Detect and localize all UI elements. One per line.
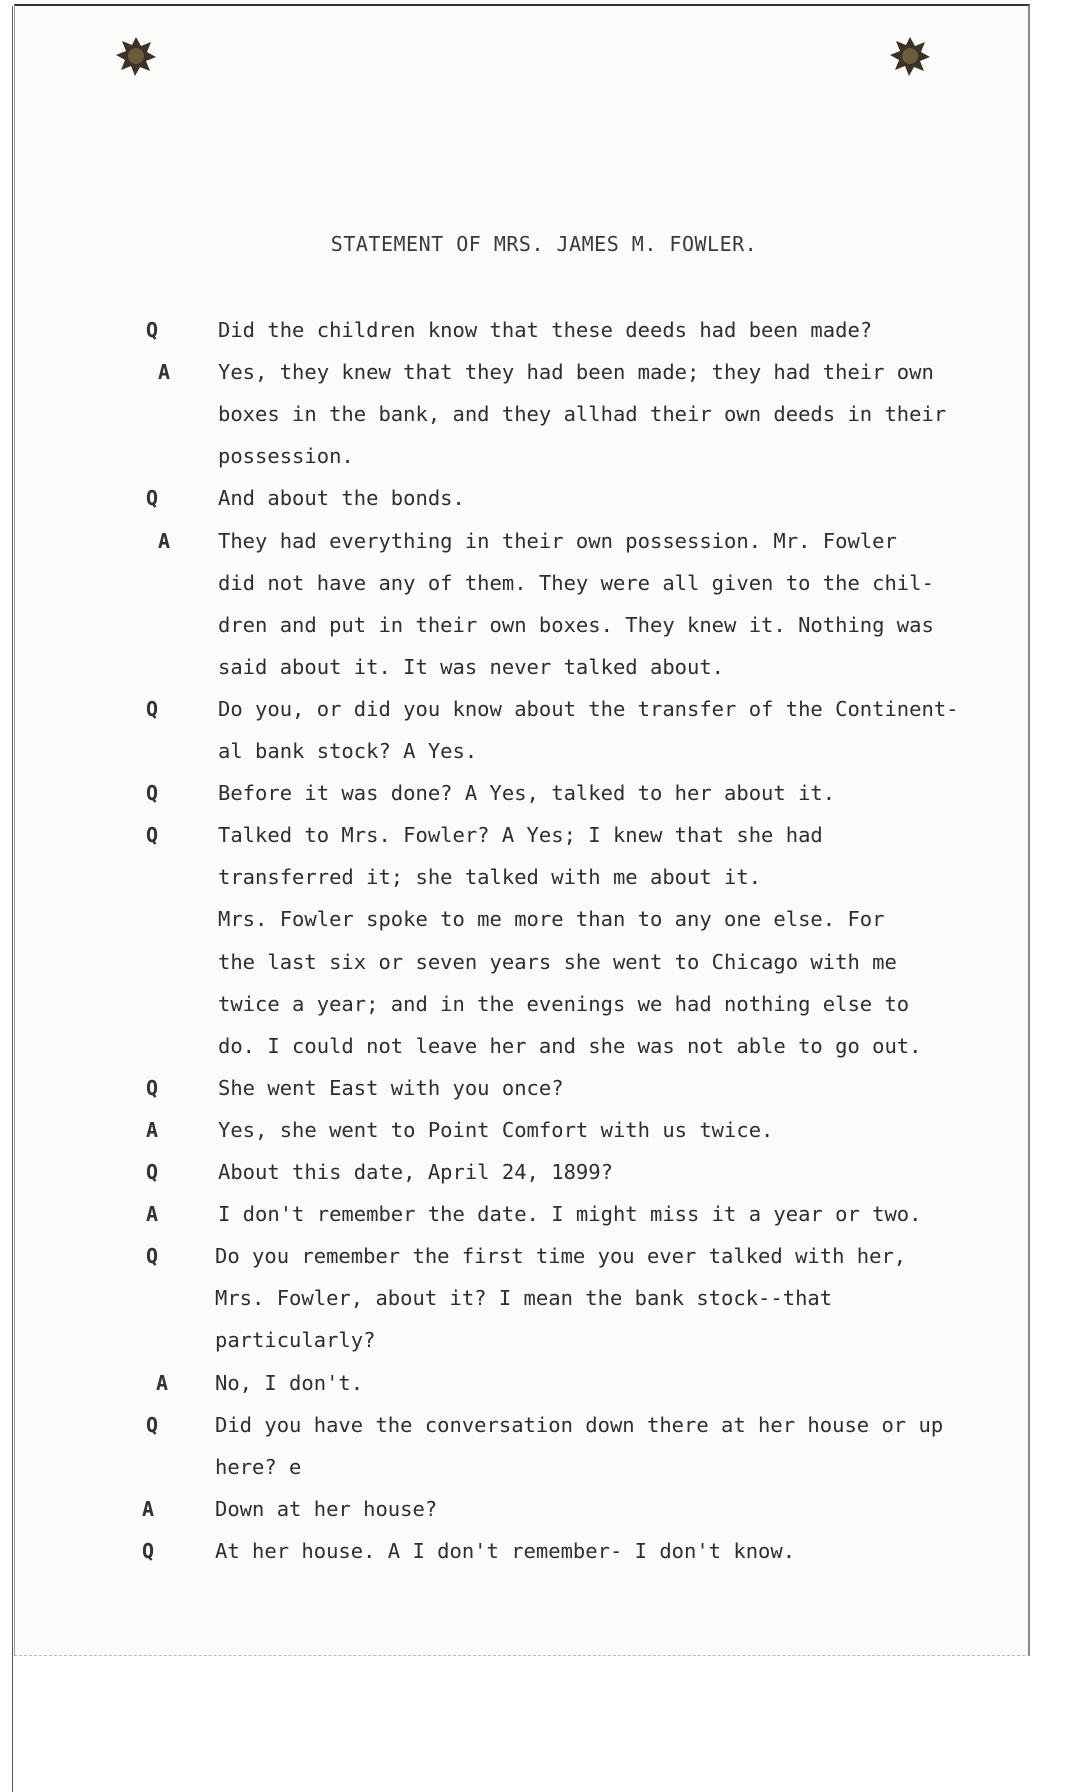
transcript-line — [0, 571, 1088, 613]
transcript-line — [0, 992, 1088, 1034]
transcript-line — [0, 655, 1088, 697]
transcript-line — [0, 1328, 1088, 1370]
punch-hole-left-icon — [114, 34, 158, 78]
line-text: here? e — [215, 1454, 302, 1479]
line-text: They had everything in their own possession. Mr. Fowler — [218, 528, 897, 553]
transcript-line — [0, 1371, 1088, 1413]
transcript-line — [0, 907, 1088, 949]
speaker-label: Q — [146, 1075, 159, 1100]
transcript-line — [0, 950, 1088, 992]
transcript-line — [0, 781, 1088, 823]
punch-hole-right-icon — [888, 34, 932, 78]
line-text: Yes, they knew that they had been made; they had their own — [218, 360, 934, 385]
transcript-line — [0, 360, 1088, 402]
line-text: Down at her house? — [215, 1496, 438, 1521]
speaker-label: A — [146, 1117, 159, 1142]
line-text: Before it was done? A Yes, talked to her about it. — [218, 781, 836, 806]
transcript-line — [0, 697, 1088, 739]
transcript-line — [0, 1413, 1088, 1455]
line-text: Mrs. Fowler, about it? I mean the bank stock--that — [215, 1286, 833, 1311]
speaker-label: Q — [146, 823, 159, 848]
speaker-label: A — [158, 360, 171, 385]
line-text: transferred it; she talked with me about it. — [218, 865, 762, 890]
transcript-line — [0, 318, 1088, 360]
line-text: And about the bonds. — [218, 486, 465, 511]
speaker-label: A — [142, 1496, 155, 1521]
speaker-label: Q — [146, 781, 159, 806]
speaker-label: A — [146, 1202, 159, 1227]
line-text: particularly? — [215, 1328, 376, 1353]
line-text: No, I don't. — [215, 1370, 364, 1395]
transcript-line — [0, 1202, 1088, 1244]
speaker-label: Q — [146, 1412, 159, 1437]
transcript-line — [0, 865, 1088, 907]
line-text: did not have any of them. They were all given to the chil- — [218, 570, 934, 595]
line-text: Did the children know that these deeds had been made? — [218, 318, 873, 342]
speaker-label: Q — [142, 1538, 155, 1563]
document-title: STATEMENT OF MRS. JAMES M. FOWLER. — [330, 232, 758, 256]
transcript-line — [0, 1034, 1088, 1076]
line-text: do. I could not leave her and she was not able to go out. — [218, 1033, 922, 1058]
line-text: Talked to Mrs. Fowler? A Yes; I knew that she had — [218, 823, 823, 848]
speaker-label: A — [158, 528, 171, 553]
transcript-line — [0, 1286, 1088, 1328]
line-text: Yes, she went to Point Comfort with us twice. — [218, 1117, 774, 1142]
line-text: Did you have the conversation down there at her house or up — [215, 1412, 944, 1437]
transcript-line — [0, 402, 1088, 444]
speaker-label: Q — [146, 1160, 159, 1184]
line-text: boxes in the bank, and they allhad their own deeds in their — [218, 402, 947, 427]
transcript-line — [0, 1244, 1088, 1286]
line-text: Do you remember the first time you ever talked with her, — [215, 1244, 907, 1269]
transcript-line — [0, 739, 1088, 781]
line-text: Mrs. Fowler spoke to me more than to any one else. For — [218, 907, 885, 932]
speaker-label: Q — [146, 318, 159, 342]
transcript-line — [0, 1539, 1088, 1581]
speaker-label: A — [156, 1370, 169, 1395]
line-text: said about it. It was never talked about. — [218, 654, 725, 679]
speaker-label: Q — [146, 696, 159, 721]
transcript-line — [0, 1497, 1088, 1539]
line-text: Do you, or did you know about the transfer of the Continent- — [218, 696, 959, 721]
transcript-line — [0, 1118, 1088, 1160]
line-text: At her house. A I don't remember- I don't know. — [215, 1538, 796, 1563]
transcript-line — [0, 1455, 1088, 1497]
transcript-line — [0, 529, 1088, 571]
line-text: the last six or seven years she went to Chicago with me — [218, 949, 897, 974]
speaker-label: Q — [146, 1244, 159, 1269]
line-text: twice a year; and in the evenings we had nothing else to — [218, 991, 910, 1016]
line-text: About this date, April 24, 1899? — [218, 1160, 613, 1184]
transcript-line — [0, 444, 1088, 486]
line-text: possession. — [218, 444, 354, 469]
line-text: al bank stock? A Yes. — [218, 739, 478, 763]
line-text: I don't remember the date. I might miss it a year or two. — [218, 1202, 922, 1227]
transcript-line — [0, 1160, 1088, 1202]
line-text: dren and put in their own boxes. They knew it. Nothing was — [218, 612, 934, 637]
transcript-line — [0, 613, 1088, 655]
speaker-label: Q — [146, 486, 159, 511]
transcript-line — [0, 486, 1088, 528]
transcript-line — [0, 1076, 1088, 1118]
transcript-line — [0, 823, 1088, 865]
line-text: She went East with you once? — [218, 1075, 564, 1100]
